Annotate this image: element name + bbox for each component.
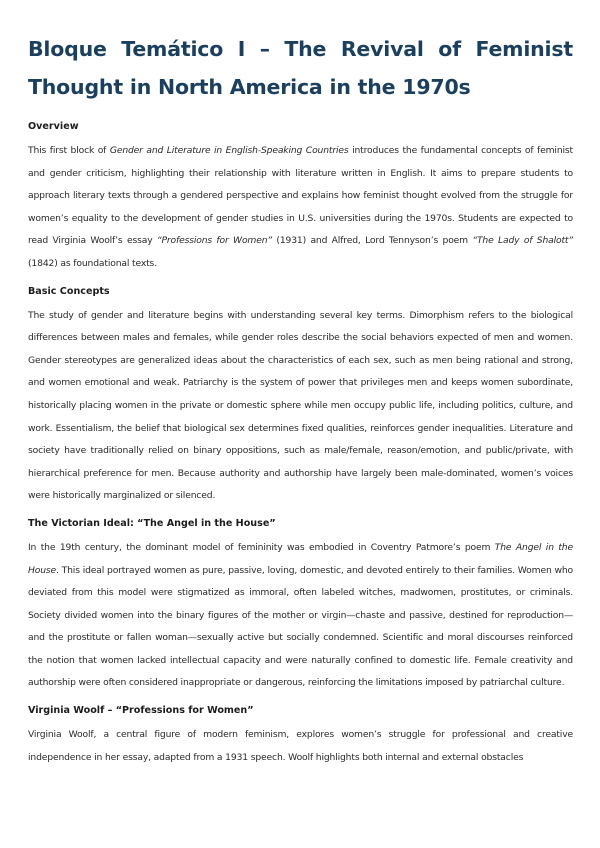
basic-concepts-heading: Basic Concepts xyxy=(28,285,110,297)
overview-paragraph xyxy=(28,140,573,276)
text-run: (1842) as foundational texts. xyxy=(28,257,157,269)
text-run: This first block of xyxy=(28,145,110,156)
text-run: introduces the fundamental concepts of feminist and gender criticism, highlighting their relationship with literature written in English. It aims to prepare students to approach literary texts through a gendered perspective and explains how feminist thought evolved from the struggle for women’s equality to the development of gender studies in U.S. universities during the 1970s. Students are expected to read Virginia Woolf’s essay xyxy=(28,145,573,247)
woolf-heading: Virginia Woolf – “Professions for Women” xyxy=(28,705,254,717)
document-title: Bloque Temático I – The Revival of Feminist Thought in North America in the 1970s xyxy=(28,37,573,99)
victorian-ideal-paragraph xyxy=(28,537,573,695)
basic-concepts-paragraph xyxy=(28,305,573,508)
woolf-paragraph xyxy=(28,724,573,769)
course-title-italic: Gender and Literature in English-Speaking Countries xyxy=(109,145,349,156)
document-page xyxy=(28,30,573,778)
poem-title-italic: “The Lady of Shalott” xyxy=(472,235,573,247)
text-run: . This ideal portrayed women as pure, passive, loving, domestic, and devoted entirely to their families. Women who deviated from this model were stigmatized as immoral, often labeled witches, madwomen, prostitutes, or criminals. Society divided women into the binary figures of the mother or virgin—chaste and passive, destined for reproduction—and the prostitute or fallen woman—sexually active but socially condemned. Scientific and moral discourses reinforced the notion that women lacked intellectual capacity and were naturally confined to domestic life. Female creativity and authorship were often considered inappropriate or dangerous, reinforcing the limitations imposed by patriarchal culture. xyxy=(28,564,573,689)
text-run: The study of gender and literature begins with understanding several key terms. Dimorphism refers to the biological differences between males and females, while gender roles describe the social behaviors expected of men and women. Gender stereotypes are generalized ideas about the characteristics of each sex, such as men being rational and strong, and women emotional and weak. Patriarchy is the system of power that privileges men and keeps women subordinate, historically placing women in the private or domestic sphere while men occupy public life, including politics, culture, and work. Essentialism, the belief that biological sex determines fixed qualities, reinforces gender inequalities. Literature and society have traditionally relied on binary oppositions, such as male/female, reason/emotion, and public/private, with hierarchical preference for men. Because authority and authorship have largely been male-dominated, women’s voices were historically marginalized or silenced. xyxy=(28,309,573,502)
text-run: In the 19th century, the dominant model of femininity was embodied in Coventry Patmore’s poem xyxy=(28,541,495,553)
overview-heading: Overview xyxy=(28,121,79,132)
text-run: Virginia Woolf, a central figure of modern feminism, explores women’s struggle for professional and creative independence in her essay, adapted from a 1931 speech. Woolf highlights both internal and external obstacles xyxy=(28,729,573,763)
essay-title-italic: “Professions for Women” xyxy=(156,235,272,247)
victorian-ideal-heading: The Victorian Ideal: “The Angel in the House” xyxy=(28,517,276,529)
text-run: (1931) and Alfred, Lord Tennyson’s poem xyxy=(272,235,473,247)
angel-in-house-italic: The Angel in the House xyxy=(28,541,573,576)
